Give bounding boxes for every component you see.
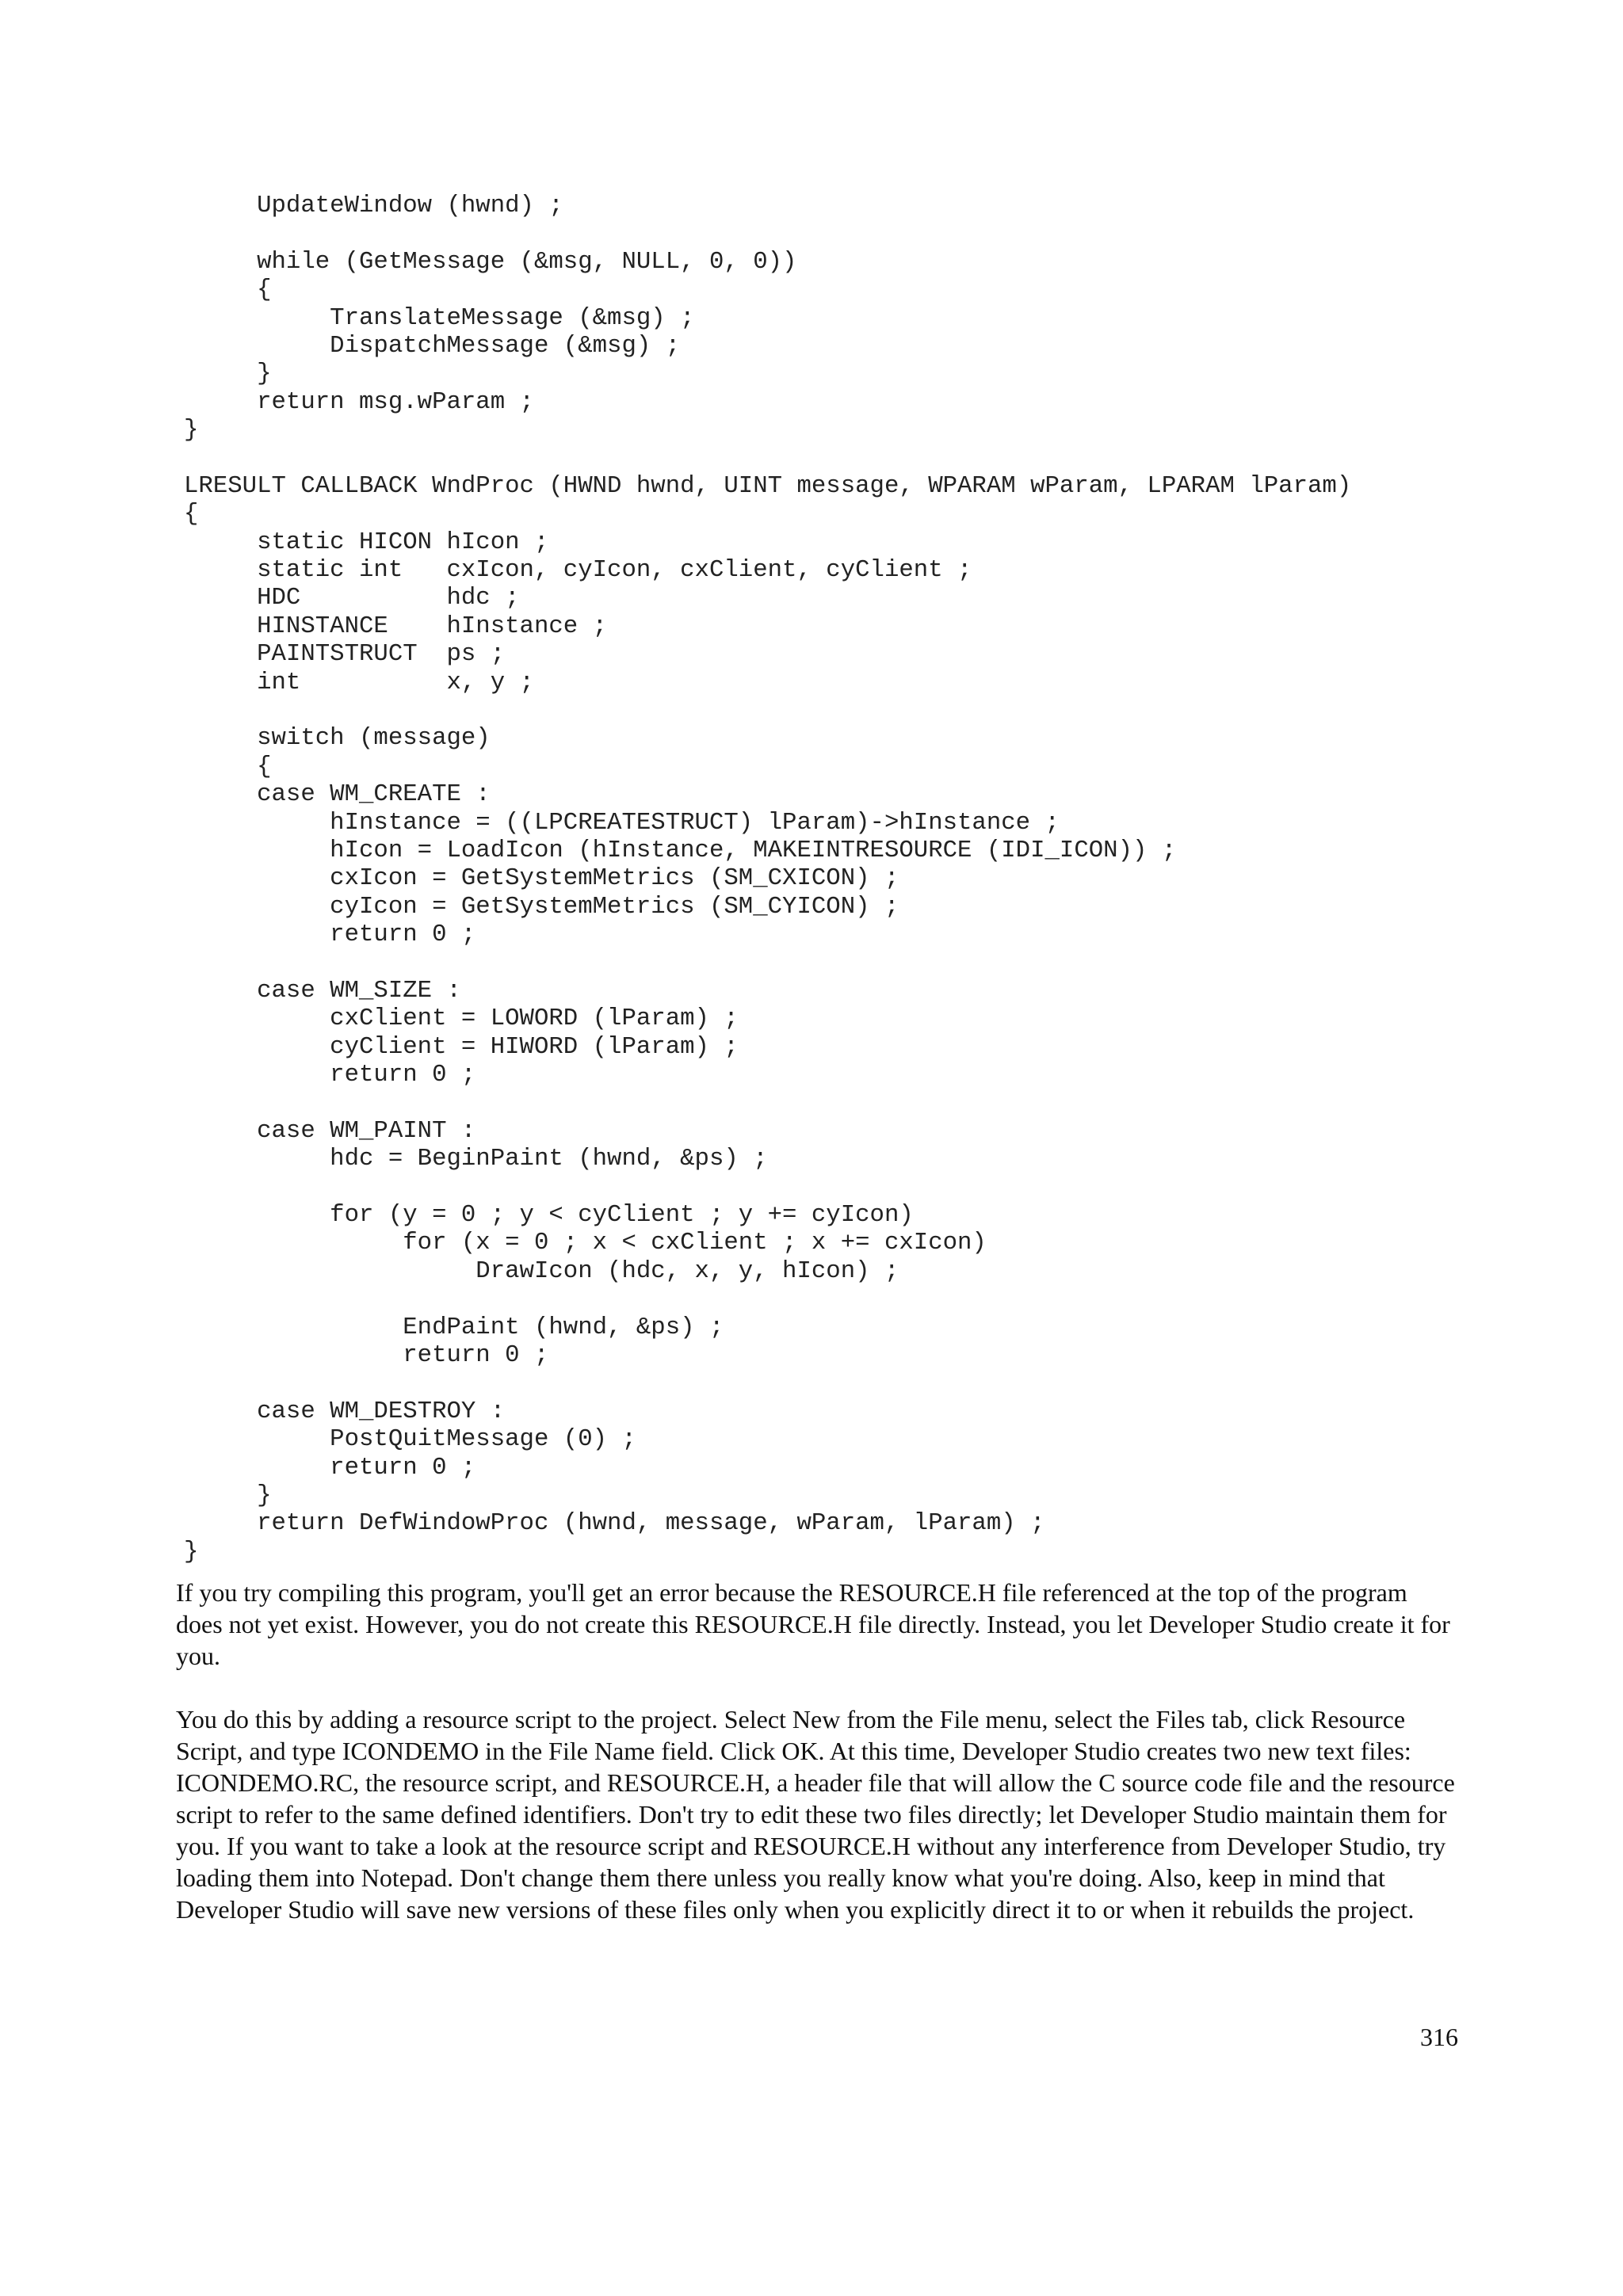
code-line: { (184, 752, 272, 780)
code-line (184, 1369, 1351, 1397)
code-line: TranslateMessage (&msg) ; (184, 303, 695, 332)
code-line (184, 1285, 1351, 1313)
code-line (184, 949, 1351, 977)
code-line: cyIcon = GetSystemMetrics (SM_CYICON) ; (184, 892, 899, 921)
code-line (184, 219, 1351, 247)
paragraph-resource-h-error: If you try compiling this program, you'll get an error because the RESOURCE.H file referenced at the top of the program does not yet exist. However, you do not create this RESOURCE.H file directly. Instead, you let Developer Studio create it for you. (176, 1578, 1450, 1670)
code-line: PostQuitMessage (0) ; (184, 1425, 636, 1454)
code-line: } (184, 1537, 199, 1566)
code-line: switch (message) (184, 724, 491, 753)
code-line: while (GetMessage (&msg, NULL, 0, 0)) (184, 247, 797, 276)
code-line (184, 1089, 1351, 1117)
code-line: case WM_SIZE : (184, 976, 461, 1005)
code-line: } (184, 360, 272, 388)
code-listing (184, 192, 1351, 1566)
code-line: DispatchMessage (&msg) ; (184, 331, 681, 360)
body-text (176, 1577, 1460, 1957)
code-line: static HICON hIcon ; (184, 528, 549, 556)
code-line (184, 1173, 1351, 1201)
code-line: return 0 ; (184, 1453, 476, 1482)
code-line: cyClient = HIWORD (lParam) ; (184, 1032, 739, 1061)
code-line: { (184, 500, 199, 528)
code-line: HDC hdc ; (184, 584, 520, 612)
code-line: DrawIcon (hdc, x, y, hIcon) ; (184, 1257, 899, 1285)
code-line: for (x = 0 ; x < cxClient ; x += cxIcon) (184, 1229, 987, 1257)
code-line: case WM_CREATE : (184, 780, 491, 809)
code-line: return 0 ; (184, 921, 476, 949)
code-line: } (184, 416, 199, 444)
code-line: EndPaint (hwnd, &ps) ; (184, 1313, 724, 1341)
code-line (184, 696, 1351, 724)
code-line (184, 444, 1351, 472)
code-line: LRESULT CALLBACK WndProc (HWND hwnd, UINT message, WPARAM wParam, LPARAM lParam) (184, 471, 1352, 500)
code-line: } (184, 1481, 272, 1509)
code-line: UpdateWindow (hwnd) ; (184, 192, 563, 219)
code-line: hIcon = LoadIcon (hInstance, MAKEINTRESOURCE (IDI_ICON)) ; (184, 836, 1177, 864)
code-line: cxIcon = GetSystemMetrics (SM_CXICON) ; (184, 864, 899, 893)
code-line: { (184, 276, 272, 304)
code-line: case WM_DESTROY : (184, 1397, 506, 1425)
paragraph-resource-script: You do this by adding a resource script to the project. Select New from the File menu, select the Files tab, click Resource Script, and type ICONDEMO in the File Name field. Click OK. At this time, Developer Studio creates two new text files: ICONDEMO.RC, the resource script, and RESOURCE.H, a header file that will allow the C source code file and the resource script to refer to the same defined identifiers. Don't try to edit these two files directly; let Developer Studio maintain them for you. If you want to take a look at the resource script and RESOURCE.H without any interference from Developer Studio, try loading them into Notepad. Don't change them there unless you really know what you're doing. Also, keep in mind that Developer Studio will save new versions of these files only when you explicitly direct it to or when it rebuilds the project. (176, 1705, 1455, 1924)
code-line: cxClient = LOWORD (lParam) ; (184, 1005, 739, 1033)
code-line: HINSTANCE hInstance ; (184, 612, 608, 640)
code-line: return DefWindowProc (hwnd, message, wParam, lParam) ; (184, 1509, 1045, 1538)
code-line: hInstance = ((LPCREATESTRUCT) lParam)->hInstance ; (184, 808, 1060, 837)
code-line: PAINTSTRUCT ps ; (184, 640, 506, 669)
code-line: for (y = 0 ; y < cyClient ; y += cyIcon) (184, 1201, 914, 1230)
code-line: int x, y ; (184, 668, 534, 696)
code-line: static int cxIcon, cyIcon, cxClient, cyClient ; (184, 556, 972, 585)
code-line: case WM_PAINT : (184, 1116, 476, 1145)
code-line: return 0 ; (184, 1061, 476, 1089)
code-line: return 0 ; (184, 1341, 549, 1370)
page-number: 316 (1420, 2023, 1458, 2051)
code-line: return msg.wParam ; (184, 387, 534, 416)
code-line: hdc = BeginPaint (hwnd, &ps) ; (184, 1145, 768, 1173)
